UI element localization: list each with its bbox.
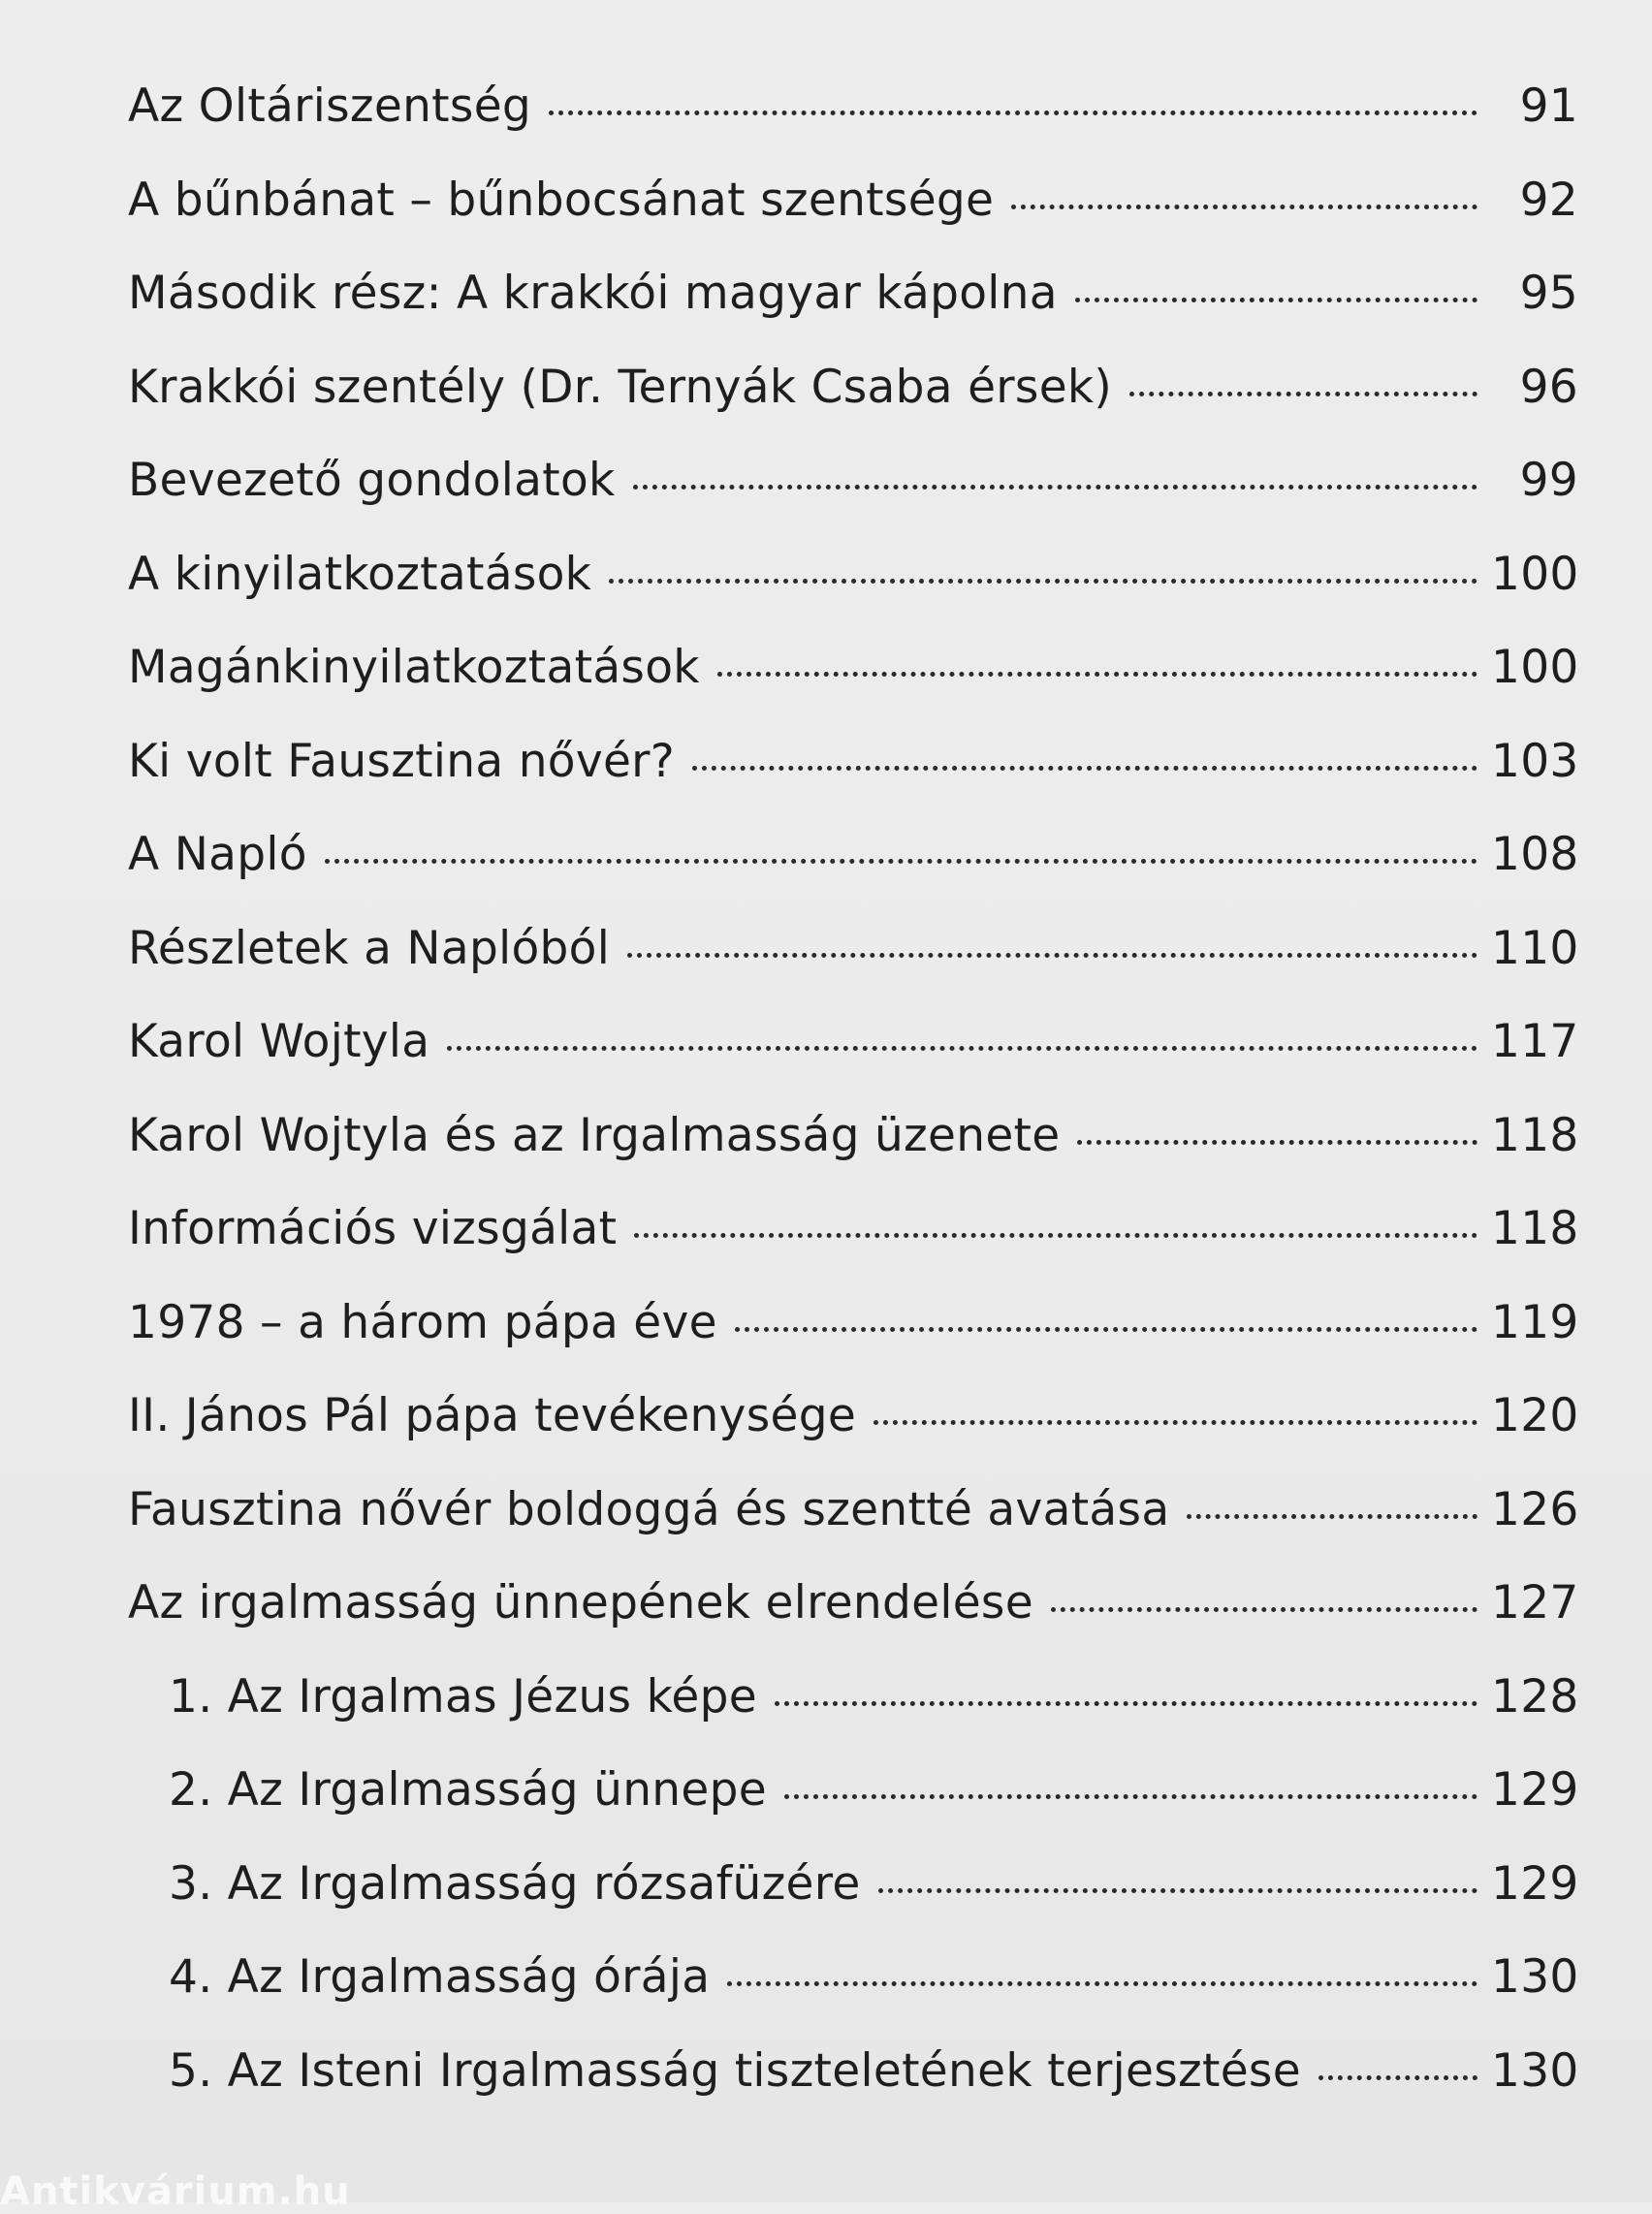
toc-entry-page-number: 117 xyxy=(1491,1015,1579,1068)
dot-leader xyxy=(633,485,1477,490)
toc-entry-title: Karol Wojtyla és az Irgalmasság üzenete xyxy=(128,1108,1061,1162)
toc-entry-page-number: 99 xyxy=(1519,454,1578,507)
toc-entry-page-number: 103 xyxy=(1491,734,1579,788)
toc-entry-title: Az Oltáriszentség xyxy=(128,79,532,133)
toc-entry xyxy=(128,641,1578,735)
toc-entry-title: A kinyilatkoztatások xyxy=(128,547,592,601)
toc-entry-page-number: 91 xyxy=(1519,79,1578,133)
toc-entry-title: 5. Az Isteni Irgalmasság tiszteletének terjesztése xyxy=(169,2043,1301,2098)
toc-entry xyxy=(128,267,1578,361)
dot-leader xyxy=(784,1794,1477,1799)
toc-entry-title: Fausztina nővér boldoggá és szentté avatása xyxy=(128,1482,1170,1536)
toc-entry xyxy=(128,361,1578,455)
dot-leader xyxy=(1129,392,1477,396)
toc-entry-title: Karol Wojtyla xyxy=(128,1015,430,1068)
toc-entry-page-number: 95 xyxy=(1519,267,1578,320)
toc-entry-title: 3. Az Irgalmasság rózsafüzére xyxy=(169,1856,861,1911)
toc-entry-title: Információs vizsgálat xyxy=(128,1202,618,1255)
toc-entry-page-number: 110 xyxy=(1491,921,1579,975)
dot-leader xyxy=(627,953,1477,958)
toc-entry xyxy=(128,174,1578,268)
dot-leader xyxy=(727,1981,1477,1986)
dot-leader xyxy=(634,1233,1477,1238)
toc-entry-page-number: 118 xyxy=(1491,1108,1579,1162)
toc-entry-page-number: 119 xyxy=(1491,1295,1579,1349)
toc-entry-page-number: 130 xyxy=(1491,1950,1579,2004)
toc-entry-title: Ki volt Fausztina nővér? xyxy=(128,734,676,788)
toc-entry-title: Bevezető gondolatok xyxy=(128,454,616,507)
table-of-contents xyxy=(128,79,1578,2137)
dot-leader xyxy=(1011,205,1477,209)
toc-entry xyxy=(128,1857,1578,1951)
toc-entry xyxy=(128,1015,1578,1109)
dot-leader xyxy=(692,766,1477,771)
toc-entry-title: 4. Az Irgalmasság órája xyxy=(169,1950,711,2004)
toc-entry-title: Krakkói szentély (Dr. Ternyák Csaba érsek) xyxy=(128,360,1113,414)
toc-entry-title: Az irgalmasság ünnepének elrendelése xyxy=(128,1576,1033,1629)
toc-entry xyxy=(128,1670,1578,1764)
toc-entry-title: A Napló xyxy=(128,828,307,881)
dot-leader xyxy=(325,859,1477,864)
toc-entry xyxy=(128,922,1578,1016)
watermark: Antikvárium.hu xyxy=(0,2169,351,2214)
dot-leader xyxy=(1187,1514,1477,1519)
dot-leader xyxy=(1051,1607,1477,1612)
toc-entry xyxy=(128,828,1578,922)
toc-entry xyxy=(128,1296,1578,1390)
toc-entry xyxy=(128,454,1578,548)
dot-leader xyxy=(1075,298,1477,302)
toc-entry-page-number: 100 xyxy=(1491,547,1579,601)
toc-entry-page-number: 126 xyxy=(1491,1482,1579,1536)
toc-entry xyxy=(128,1576,1578,1670)
toc-entry xyxy=(128,548,1578,642)
toc-entry-page-number: 96 xyxy=(1519,360,1578,414)
dot-leader xyxy=(1318,2075,1477,2080)
toc-entry xyxy=(128,79,1578,174)
dot-leader xyxy=(717,672,1477,677)
toc-entry-title: A bűnbánat – bűnbocsánat szentsége xyxy=(128,173,995,227)
toc-entry-page-number: 120 xyxy=(1491,1389,1579,1442)
dot-leader xyxy=(735,1327,1477,1332)
toc-entry-title: 1. Az Irgalmas Jézus képe xyxy=(169,1669,757,1724)
toc-entry xyxy=(128,1389,1578,1483)
toc-entry xyxy=(128,1483,1578,1577)
toc-entry-page-number: 100 xyxy=(1491,641,1579,694)
toc-entry xyxy=(128,1763,1578,1857)
toc-entry-page-number: 92 xyxy=(1519,173,1578,227)
toc-entry-title: Részletek a Naplóból xyxy=(128,921,611,975)
dot-leader xyxy=(775,1701,1477,1706)
toc-entry xyxy=(128,1109,1578,1203)
toc-entry-page-number: 129 xyxy=(1491,1763,1579,1817)
toc-entry-page-number: 118 xyxy=(1491,1202,1579,1255)
dot-leader xyxy=(447,1046,1477,1051)
toc-entry-page-number: 129 xyxy=(1491,1856,1579,1911)
dot-leader xyxy=(874,1420,1477,1425)
toc-entry xyxy=(128,1202,1578,1296)
toc-entry-title: 1978 – a három pápa éve xyxy=(128,1295,717,1349)
toc-entry-title: Magánkinyilatkoztatások xyxy=(128,641,700,694)
dot-leader xyxy=(878,1888,1477,1893)
toc-entry-page-number: 127 xyxy=(1491,1576,1579,1629)
toc-entry-page-number: 130 xyxy=(1491,2043,1579,2098)
toc-entry-title: II. János Pál pápa tevékenysége xyxy=(128,1389,857,1442)
dot-leader xyxy=(1077,1140,1477,1145)
toc-entry xyxy=(128,2044,1578,2138)
toc-entry-title: 2. Az Irgalmasság ünnepe xyxy=(169,1763,767,1817)
toc-entry-page-number: 108 xyxy=(1491,828,1579,881)
toc-entry xyxy=(128,1950,1578,2044)
toc-entry-title: Második rész: A krakkói magyar kápolna xyxy=(128,267,1058,320)
toc-entry xyxy=(128,735,1578,829)
toc-entry-page-number: 128 xyxy=(1491,1669,1579,1724)
dot-leader xyxy=(549,111,1477,115)
dot-leader xyxy=(609,579,1477,584)
